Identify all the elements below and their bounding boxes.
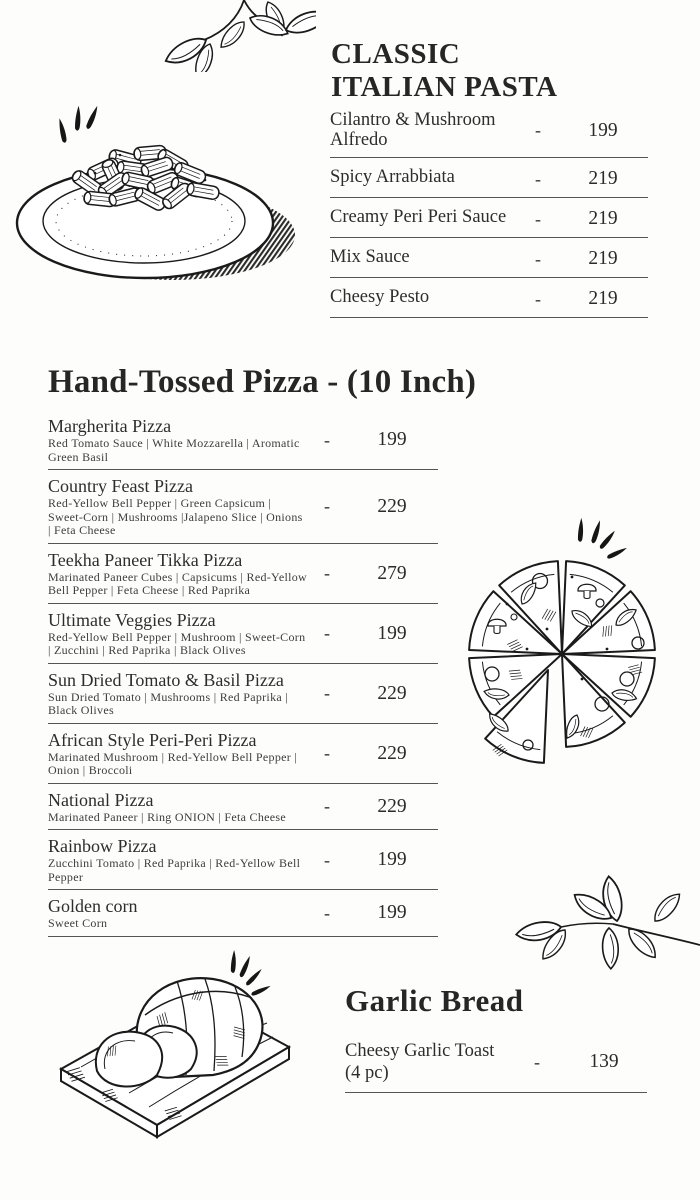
item-price: 199 [377,622,407,644]
item-name: Cilantro & Mushroom Alfredo [330,110,496,150]
menu-item-row [48,724,438,784]
item-name-desc [48,416,308,464]
item-price: 279 [377,562,407,584]
item-price: 199 [377,902,407,924]
menu-item-row [330,158,648,198]
bread-illustration [45,935,305,1165]
item-price: 229 [377,795,407,817]
item-name: Mix Sauce [330,247,410,267]
item-price: 219 [588,288,618,309]
price-separator: - [535,168,541,189]
item-name: Golden corn [48,896,138,916]
item-name: Cheesy Pesto [330,287,430,307]
price-separator: - [324,902,330,923]
item-name-desc [48,790,308,825]
bottom-leaf-illustration [505,825,700,975]
item-name-desc [48,836,308,884]
price-separator: - [535,288,541,309]
menu-item-row [345,1034,647,1093]
price-separator: - [535,120,541,140]
price-separator: - [324,623,330,643]
item-name-desc [48,550,308,598]
pasta-title-line1: CLASSIC [331,38,461,70]
menu-item-row [48,470,438,544]
price-separator: - [324,496,330,517]
item-name: National Pizza [48,789,154,810]
menu-item-row [48,544,438,604]
item-price: 219 [588,248,618,269]
item-price: 229 [377,682,407,704]
item-name-desc [48,610,308,658]
item-name: African Style Peri-Peri Pizza [48,729,257,750]
item-description: Sweet Corn [48,916,108,930]
pizza-illustration [450,505,680,775]
item-name: Sun Dried Tomato & Basil Pizza [48,669,284,690]
item-name: Country Feast Pizza [48,476,193,496]
item-description: Marinated Paneer | Ring ONION | Feta Cheese [48,809,286,824]
item-description: Red Tomato Sauce | White Mozzarella | Aromatic Green Basil [48,436,300,464]
menu-item-row [330,101,648,158]
price-separator: - [324,429,330,450]
item-description: Red-Yellow Bell Pepper | Mushroom | Sweet-Corn | Zucchini | Red Paprika | Black Olives [48,629,306,657]
price-separator: - [324,743,330,763]
item-price: 219 [588,208,618,229]
price-separator: - [534,1051,540,1072]
item-description: Sun Dried Tomato | Mushrooms | Red Paprika | Black Olives [48,689,288,717]
garlic-item-list [345,1034,647,1093]
item-name: Creamy Peri Peri Sauce [330,207,507,227]
price-separator: - [535,248,541,269]
menu-item-row [48,830,438,890]
item-price: 229 [377,742,407,764]
item-description: Red-Yellow Bell Pepper | Green Capsicum | Sweet-Corn | Mushrooms |Jalapeno Slice | Onions | Feta Cheese [48,496,303,537]
item-name: Spicy Arrabbiata [330,167,455,187]
item-name: Ultimate Veggies Pizza [48,609,216,630]
item-name-desc [48,670,308,718]
item-price: 199 [377,849,407,870]
item-price: 199 [377,429,407,450]
item-name: Rainbow Pizza [48,836,157,856]
price-separator: - [535,208,541,229]
item-price: 229 [377,495,407,517]
price-separator: - [324,796,330,817]
item-name-desc [48,476,308,538]
pasta-title-line2: ITALIAN PASTA [331,71,558,103]
menu-item-row [330,198,648,238]
price-separator: - [324,683,330,703]
pizza-section-title: Hand-Tossed Pizza - (10 Inch) [48,364,477,400]
garlic-section-title: Garlic Bread [345,983,524,1018]
price-separator: - [324,563,330,583]
item-price: 219 [588,168,618,189]
menu-item-row [330,278,648,318]
item-name-desc [48,896,308,931]
menu-item-row [48,784,438,831]
item-name-desc [48,730,308,778]
item-description: Marinated Mushroom | Red-Yellow Bell Pepper | Onion | Broccoli [48,749,298,777]
top-leaf-illustration [148,0,316,72]
item-price: 139 [589,1051,619,1072]
item-name: Margherita Pizza [48,416,172,436]
price-separator: - [324,849,330,870]
menu-item-row [48,604,438,664]
item-description: Zucchini Tomato | Red Paprika | Red-Yellow Bell Pepper [48,856,301,884]
item-name: Teekha Paneer Tikka Pizza [48,549,243,570]
item-name: Cheesy Garlic Toast (4 pc) [345,1041,495,1083]
pizza-item-list [48,410,438,937]
menu-item-row [48,890,438,937]
pasta-section-title [331,38,557,104]
menu-item-row [48,410,438,470]
pasta-illustration [5,95,305,295]
pasta-item-list [330,101,648,318]
menu-item-row [48,664,438,724]
item-price: 199 [588,119,618,141]
item-description: Marinated Paneer Cubes | Capsicums | Red-Yellow Bell Pepper | Feta Cheese | Red Paprika [48,569,307,597]
menu-item-row [330,238,648,278]
